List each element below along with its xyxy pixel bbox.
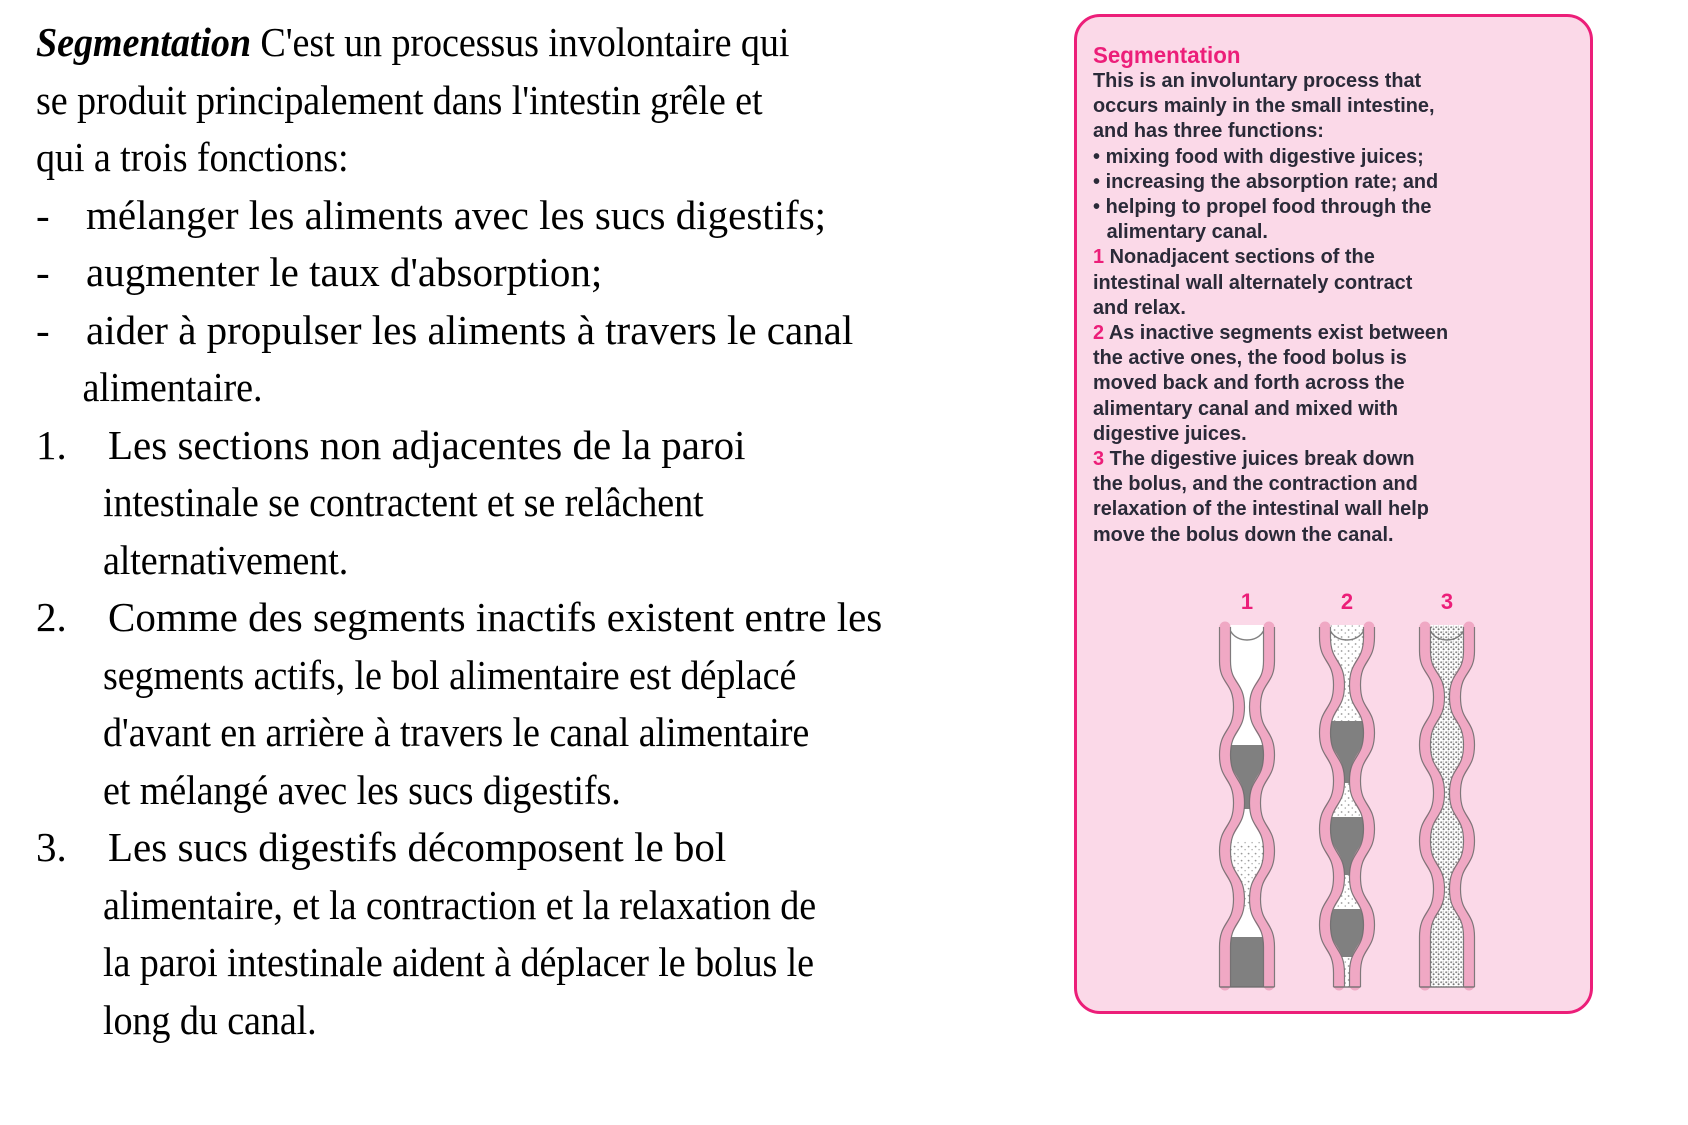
- numbered-item-3-line-1: Les sucs digestifs décomposent le bol: [108, 824, 727, 870]
- dash-item-3-line-2: alimentaire.: [82, 364, 263, 410]
- panel-step-2-line-5: digestive juices.: [1093, 421, 1247, 445]
- intestine-tube-diagram-1: [1205, 621, 1289, 993]
- numbered-item-3-line-2: alimentaire, et la contraction et la relaxation de: [102, 881, 817, 928]
- intro-line-2: se produit principalement dans l'intestin grêle et: [36, 76, 763, 123]
- numbered-item-2-line-3: d'avant en arrière à travers le canal alimentaire: [102, 709, 810, 755]
- panel-step-3-line-2: the bolus, and the contraction and: [1093, 472, 1418, 496]
- panel-step-1-line-2: intestinal wall alternately contract: [1093, 270, 1413, 294]
- dash-item-3-line-1: aider à propulser les aliments à travers le canal: [86, 306, 854, 353]
- dash-marker: -: [36, 191, 50, 238]
- numbered-item-2-line-1: Comme des segments inactifs existent entre les: [108, 594, 883, 640]
- panel-step-2-line-3: moved back and forth across the: [1093, 371, 1405, 395]
- numbered-item-1-line-2: intestinale se contractent et se relâchent: [102, 479, 704, 525]
- numbered-item-2-line-4: et mélangé avec les sucs digestifs.: [102, 766, 621, 813]
- numbered-item-3: [36, 819, 1026, 877]
- list-number-2: 2.: [36, 594, 67, 640]
- numbered-item-3-line-3: la paroi intestinale aident à déplacer le bolus le: [102, 939, 815, 985]
- dash-item-2: [36, 244, 1026, 302]
- panel-bullet-2: • increasing the absorption rate; and: [1093, 169, 1574, 194]
- intestine-tube-diagram-3: [1405, 621, 1489, 993]
- numbered-item-2: [36, 589, 1026, 647]
- panel-step-3-text: The digestive juices break down: [1104, 447, 1415, 471]
- panel-step-2-line-4: alimentary canal and mixed with: [1093, 396, 1399, 420]
- panel-step-1-line-3: and relax.: [1093, 295, 1186, 319]
- panel-step-2-line-1: [1093, 320, 1574, 345]
- panel-step-3-line-1: [1093, 446, 1574, 471]
- tube-label-2: 2: [1340, 589, 1354, 614]
- french-text-column: [36, 14, 1026, 1104]
- panel-step-2-line-2: the active ones, the food bolus is: [1093, 346, 1407, 370]
- panel-intro-line-2: occurs mainly in the small intestine,: [1093, 94, 1435, 118]
- panel-step-1-text: Nonadjacent sections of the: [1104, 245, 1375, 269]
- panel-step-1-line-1: [1093, 244, 1574, 269]
- dash-item-1: [36, 187, 1026, 245]
- panel-bullet-3-continuation: alimentary canal.: [1106, 220, 1268, 244]
- segmentation-info-panel: [1074, 14, 1593, 1014]
- dash-marker: -: [36, 306, 50, 353]
- numbered-item-3-line-4: long du canal.: [102, 996, 317, 1043]
- numbered-item-2-line-2: segments actifs, le bol alimentaire est déplacé: [102, 651, 797, 698]
- dash-item-3: [36, 302, 1026, 360]
- list-number-3: 3.: [36, 824, 67, 870]
- numbered-item-1: [36, 417, 1026, 475]
- segmentation-heading-word: Segmentation: [36, 19, 251, 65]
- tube-label-1: 1: [1240, 589, 1254, 614]
- panel-bullet-1: • mixing food with digestive juices;: [1093, 144, 1574, 169]
- panel-intro-line-3: and has three functions:: [1093, 119, 1324, 143]
- dash-item-1-line-1: mélanger les aliments avec les sucs digestifs;: [86, 191, 827, 238]
- panel-step-2-number: 2: [1093, 321, 1105, 345]
- numbered-item-1-line-1: Les sections non adjacentes de la paroi: [108, 421, 746, 468]
- panel-title: Segmentation: [1093, 42, 1241, 68]
- panel-step-3-number: 3: [1093, 447, 1105, 471]
- dash-item-2-line-1: augmenter le taux d'absorption;: [86, 249, 603, 295]
- segmentation-diagram: [1077, 573, 1593, 1013]
- panel-step-1-number: 1: [1093, 245, 1105, 269]
- panel-step-2-text: As inactive segments exist between: [1104, 321, 1449, 345]
- tube-label-3: 3: [1440, 589, 1454, 614]
- intestine-tube-diagram-2: [1305, 621, 1389, 993]
- dash-marker: -: [36, 249, 50, 295]
- panel-text-block: [1093, 43, 1589, 547]
- panel-step-3-line-4: move the bolus down the canal.: [1093, 522, 1394, 546]
- panel-intro-line-1: This is an involuntary process that: [1093, 69, 1422, 92]
- panel-step-3-line-3: relaxation of the intestinal wall help: [1093, 497, 1429, 521]
- intro-line-1-text: C'est un processus involontaire qui: [250, 19, 790, 65]
- numbered-item-1-line-3: alternativement.: [102, 536, 349, 583]
- list-number-1: 1.: [36, 421, 67, 468]
- intro-line-1: [36, 14, 957, 72]
- intro-line-3: qui a trois fonctions:: [36, 134, 349, 180]
- panel-bullet-3: • helping to propel food through the: [1093, 194, 1574, 219]
